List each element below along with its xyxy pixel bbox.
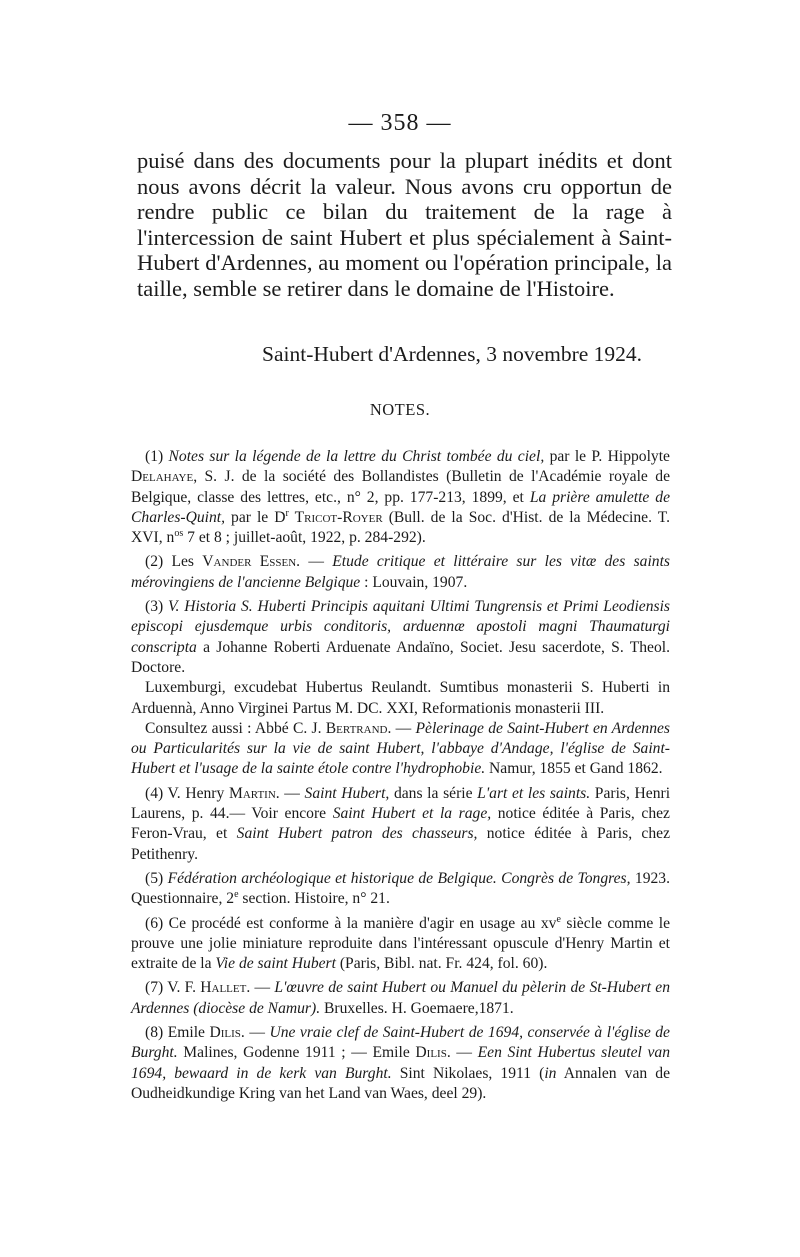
body-paragraph: puisé dans des documents pour la plupart inédits et dont nous avons décrit la valeur. Nous avons cru opportun de rendre public ce bilan du traitement de la rage à l'intercession de saint Hubert et plus spécialement à Saint-Hubert d'Ardennes, au moment ou l'opération principale, la taille, semble se retirer dans le domaine de l'Histoire. (137, 148, 672, 301)
note-2: (2) Les Vander Essen. — Etude critique et littéraire sur les vitæ des saints mérovingiens de l'ancienne Belgique : Louvain, 1907. (131, 553, 670, 591)
notes-section (131, 447, 670, 1108)
page-number: — 358 — (348, 110, 452, 136)
note-3-consultez: Consultez aussi : Abbé C. J. Bertrand. — Pèlerinage de Saint-Hubert en Ardennes ou Particularités sur la vie de saint Hubert, l'abbaye d'Andage, l'église de Saint-Hubert et l'usage de la sainte étole contre l'hydrophobie. Namur, 1855 et Gand 1862. (131, 719, 670, 778)
note-4: (4) V. Henry Martin. — Saint Hubert, dans la série L'art et les saints. Paris, Henri Laurens, p. 44.— Voir encore Saint Hubert et la rage, notice éditée à Paris, chez Feron-Vrau, et Saint Hubert patron des chasseurs, notice éditée à Paris, chez Petithenry. (131, 784, 671, 863)
note-6: (6) Ce procédé est conforme à la manière d'agir en usage au $xv^e$ siècle comme le prouve une jolie miniature reproduite dans l'intéressant opuscule d'Henry Martin et extraite de la Vie de saint Hubert (Paris, Bibl. nat. Fr. 424, fol. 60). (131, 913, 670, 973)
note-1: (1) Notes sur la légende de la lettre du Christ tombée du ciel, par le P. Hippolyte Delahaye, S. J. de la société des Bollandistes (Bulletin de l'Académie royale de Belgique, classe des lettres, etc., n° 2, pp. 177-213, 1899, et La prière amulette de Charles-Quint, par le $D^r$ Tricot-Royer (Bull. de la Soc. d'Hist. de la Médecine. T. XVI, $n^{os}$ 7 et 8 ; juillet-août, 1922, p. 284-292). (131, 448, 671, 547)
note-3-imprint: Luxemburgi, excudebat Hubertus Reulandt. Sumtibus monasterii S. Huberti in Arduennà, Anno Virginei Partus M. DC. XXI, Reformationis monasterii III. (131, 679, 670, 717)
note-8: (8) Emile Dilis. — Une vraie clef de Saint-Hubert de 1694, conservée à l'église de Burght. Malines, Godenne 1911 ; — Emile Dilis. — Een Sint Hubertus sleutel van 1694, bewaard in de kerk van Burght. Sint Nikolaes, 1911 (in Annalen van de Oudheidkundige Kring van het Land van Waes, deel 29). (131, 1024, 671, 1102)
note-7: (7) V. F. Hallet. — L'œuvre de saint Hubert ou Manuel du pèlerin de St-Hubert en Ardennes (diocèse de Namur). Bruxelles. H. Goemaere,1871. (131, 979, 670, 1017)
note-3: (3) V. Historia S. Huberti Principis aquitani Ultimi Tungrensis et Primi Leodiensis episcopi ejusdemque urbis conditoris, arduennæ apostoli magni Thaumaturgi conscripta a Johanne Roberti Arduenate Andaïno, Societ. Jesu sacerdote, S. Theol. Doctore. (131, 598, 670, 676)
notes-heading: NOTES. (369, 400, 431, 419)
signature-line: Saint-Hubert d'Ardennes, 3 novembre 1924. (262, 342, 643, 366)
note-5: (5) Fédération archéologique et historique de Belgique. Congrès de Tongres, 1923. Questionnaire, 2e section. Histoire, n° 21. (131, 869, 670, 908)
body-text (137, 148, 672, 301)
